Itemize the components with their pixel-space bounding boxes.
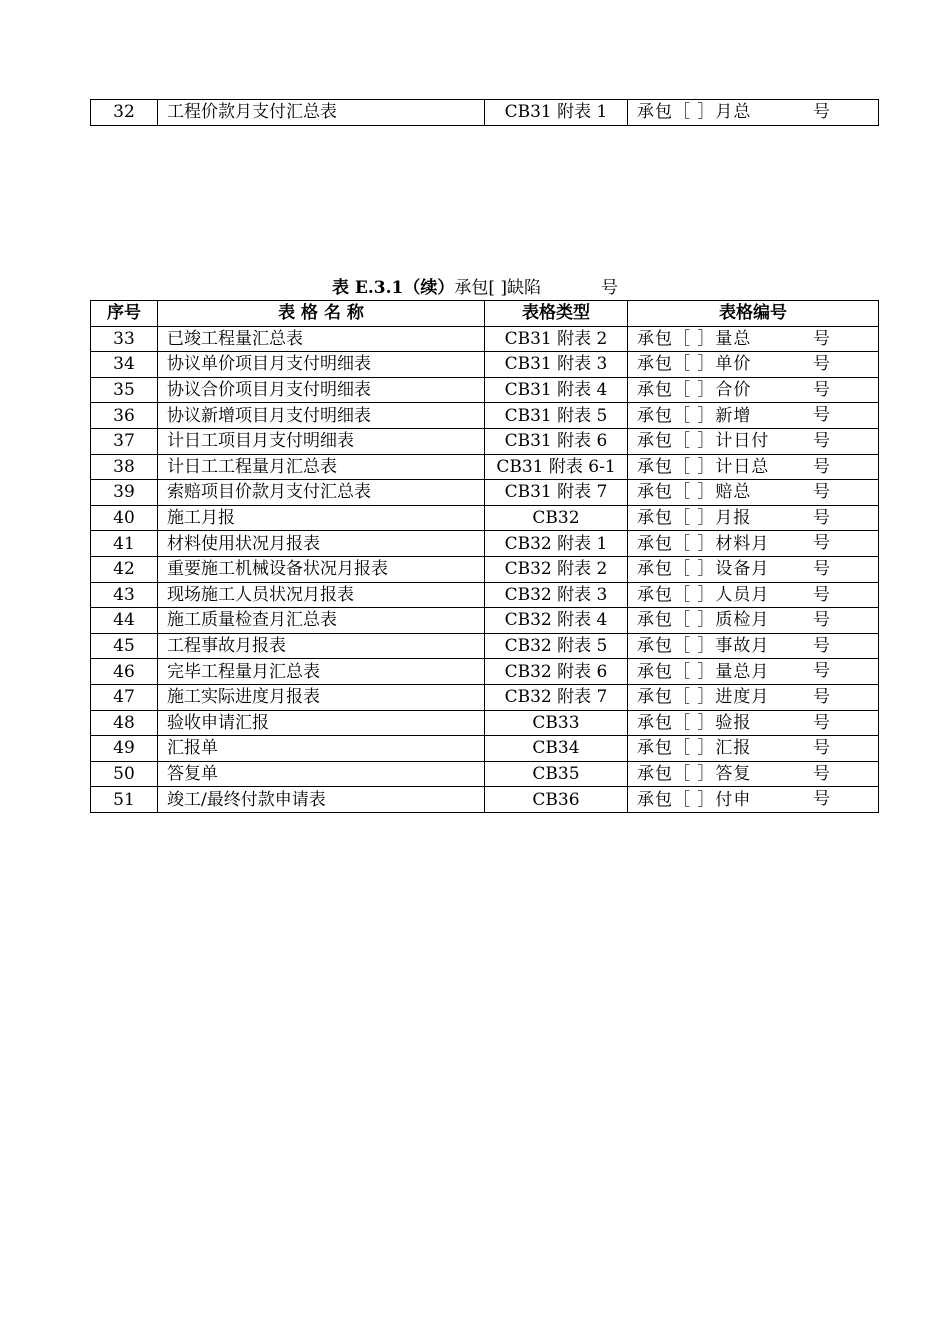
form-name: 施工质量检查月汇总表 (158, 608, 485, 634)
form-code-suffix: 号 (813, 430, 830, 451)
form-code-prefix: 承包［ ］量总 (637, 328, 752, 349)
form-code-prefix: 承包［ ］月报 (637, 508, 752, 529)
form-code-suffix: 号 (813, 686, 830, 707)
form-code (628, 582, 879, 608)
form-type: CB31 附表 2 (485, 326, 628, 352)
row-number: 50 (91, 761, 158, 787)
caption-title: 表 E.3.1（续） (331, 278, 455, 298)
form-type: CB33 (485, 710, 628, 736)
form-code-suffix: 号 (813, 405, 830, 426)
form-code-suffix: 号 (813, 661, 830, 682)
form-code (628, 761, 879, 787)
form-code-suffix: 号 (813, 763, 830, 784)
form-type: CB34 (485, 736, 628, 762)
table-row (91, 326, 879, 352)
form-code-suffix: 号 (813, 738, 830, 759)
form-type: CB32 附表 4 (485, 608, 628, 634)
table-row (91, 633, 879, 659)
form-name: 协议合价项目月支付明细表 (158, 377, 485, 403)
form-code-suffix: 号 (813, 712, 830, 733)
form-code (628, 100, 879, 126)
form-code-prefix: 承包［ ］新增 (637, 405, 752, 426)
form-code-prefix: 承包［ ］汇报 (637, 738, 752, 759)
row-number: 43 (91, 582, 158, 608)
form-code-prefix: 承包［ ］付申 (637, 789, 752, 810)
table-row (91, 659, 879, 685)
header-no: 序号 (91, 301, 158, 327)
form-code-prefix: 承包［ ］单价 (637, 354, 752, 375)
form-code (628, 684, 879, 710)
form-code-suffix: 号 (813, 610, 830, 631)
table-row (91, 710, 879, 736)
form-type: CB31 附表 1 (485, 100, 628, 126)
form-name: 竣工/最终付款申请表 (158, 787, 485, 813)
form-name: 索赔项目价款月支付汇总表 (158, 480, 485, 506)
form-type: CB32 附表 3 (485, 582, 628, 608)
form-code (628, 531, 879, 557)
row-number: 46 (91, 659, 158, 685)
form-code (628, 556, 879, 582)
caption-suffix: 号 (601, 278, 619, 298)
row-number: 49 (91, 736, 158, 762)
form-code-prefix: 承包［ ］月总 (637, 102, 752, 123)
form-code-prefix: 承包［ ］质检月 (637, 610, 770, 631)
form-name: 施工实际进度月报表 (158, 684, 485, 710)
row-number: 44 (91, 608, 158, 634)
form-code-suffix: 号 (813, 379, 830, 400)
form-type: CB36 (485, 787, 628, 813)
row-number: 41 (91, 531, 158, 557)
table-row (91, 582, 879, 608)
form-type: CB31 附表 5 (485, 403, 628, 429)
table-header (91, 301, 879, 327)
form-code-prefix: 承包［ ］计日付 (637, 431, 770, 452)
form-code (628, 659, 879, 685)
row-number: 51 (91, 787, 158, 813)
form-code (628, 377, 879, 403)
row-number: 32 (91, 100, 158, 126)
row-number: 34 (91, 352, 158, 378)
row-number: 45 (91, 633, 158, 659)
form-code (628, 480, 879, 506)
row-number: 47 (91, 684, 158, 710)
row-number: 35 (91, 377, 158, 403)
header-type: 表格类型 (485, 301, 628, 327)
row-number: 48 (91, 710, 158, 736)
form-name: 工程价款月支付汇总表 (158, 100, 485, 126)
form-code (628, 403, 879, 429)
row-number: 36 (91, 403, 158, 429)
row-number: 40 (91, 505, 158, 531)
form-code (628, 608, 879, 634)
table-row (91, 454, 879, 480)
row-number: 37 (91, 428, 158, 454)
form-code-suffix: 号 (813, 584, 830, 605)
form-code-suffix: 号 (813, 635, 830, 656)
form-code (628, 736, 879, 762)
form-code-prefix: 承包［ ］合价 (637, 380, 752, 401)
top-table-body (91, 100, 879, 126)
table-caption (0, 276, 950, 300)
form-type: CB31 附表 4 (485, 377, 628, 403)
form-type: CB32 附表 1 (485, 531, 628, 557)
table-row (91, 531, 879, 557)
form-code-prefix: 承包［ ］设备月 (637, 559, 770, 580)
caption-subtitle: 承包[ ]缺陷 (454, 278, 542, 298)
form-catalog-table (90, 300, 879, 813)
form-name: 重要施工机械设备状况月报表 (158, 556, 485, 582)
form-type: CB31 附表 7 (485, 480, 628, 506)
form-type: CB32 附表 7 (485, 684, 628, 710)
form-code-prefix: 承包［ ］人员月 (637, 584, 770, 605)
form-code-prefix: 承包［ ］计日总 (637, 456, 770, 477)
form-code-prefix: 承包［ ］进度月 (637, 687, 770, 708)
form-code-suffix: 号 (813, 558, 830, 579)
form-type: CB31 附表 3 (485, 352, 628, 378)
form-name: 施工月报 (158, 505, 485, 531)
form-code-prefix: 承包［ ］量总月 (637, 661, 770, 682)
table-row (91, 428, 879, 454)
form-code-prefix: 承包［ ］答复 (637, 763, 752, 784)
header-name: 表 格 名 称 (158, 301, 485, 327)
form-code-suffix: 号 (813, 533, 830, 554)
form-code-suffix: 号 (813, 482, 830, 503)
table-row (91, 403, 879, 429)
top-form-table (90, 99, 879, 126)
table-row (91, 480, 879, 506)
form-code-suffix: 号 (813, 328, 830, 349)
header-row (91, 301, 879, 327)
form-code-suffix: 号 (813, 456, 830, 477)
main-table-body (91, 326, 879, 812)
form-code-prefix: 承包［ ］材料月 (637, 533, 770, 554)
form-name: 答复单 (158, 761, 485, 787)
table-row (91, 608, 879, 634)
form-code-suffix: 号 (813, 102, 830, 122)
form-code (628, 505, 879, 531)
form-code (628, 710, 879, 736)
table-row (91, 556, 879, 582)
form-type: CB32 附表 2 (485, 556, 628, 582)
form-code-prefix: 承包［ ］事故月 (637, 636, 770, 657)
form-name: 协议新增项目月支付明细表 (158, 403, 485, 429)
table-row (91, 505, 879, 531)
form-code-prefix: 承包［ ］验报 (637, 712, 752, 733)
form-name: 完毕工程量月汇总表 (158, 659, 485, 685)
form-code-suffix: 号 (813, 507, 830, 528)
form-type: CB35 (485, 761, 628, 787)
form-code-prefix: 承包［ ］赔总 (637, 482, 752, 503)
form-type: CB31 附表 6-1 (485, 454, 628, 480)
row-number: 39 (91, 480, 158, 506)
table-row (91, 377, 879, 403)
form-type: CB32 附表 5 (485, 633, 628, 659)
table-row (91, 787, 879, 813)
row-number: 42 (91, 556, 158, 582)
form-code (628, 787, 879, 813)
row-number: 33 (91, 326, 158, 352)
table-row (91, 761, 879, 787)
form-type: CB32 (485, 505, 628, 531)
table-row (91, 100, 879, 126)
form-name: 已竣工程量汇总表 (158, 326, 485, 352)
form-name: 现场施工人员状况月报表 (158, 582, 485, 608)
form-code (628, 454, 879, 480)
form-name: 计日工工程量月汇总表 (158, 454, 485, 480)
form-name: 验收申请汇报 (158, 710, 485, 736)
form-name: 工程事故月报表 (158, 633, 485, 659)
table-row (91, 352, 879, 378)
form-name: 协议单价项目月支付明细表 (158, 352, 485, 378)
form-code-suffix: 号 (813, 354, 830, 375)
form-name: 计日工项目月支付明细表 (158, 428, 485, 454)
form-code (628, 326, 879, 352)
table-row (91, 736, 879, 762)
form-name: 汇报单 (158, 736, 485, 762)
row-number: 38 (91, 454, 158, 480)
header-code: 表格编号 (628, 301, 879, 327)
form-code (628, 352, 879, 378)
form-type: CB31 附表 6 (485, 428, 628, 454)
form-name: 材料使用状况月报表 (158, 531, 485, 557)
form-code (628, 428, 879, 454)
form-code-suffix: 号 (813, 789, 830, 810)
form-type: CB32 附表 6 (485, 659, 628, 685)
form-code (628, 633, 879, 659)
table-row (91, 684, 879, 710)
